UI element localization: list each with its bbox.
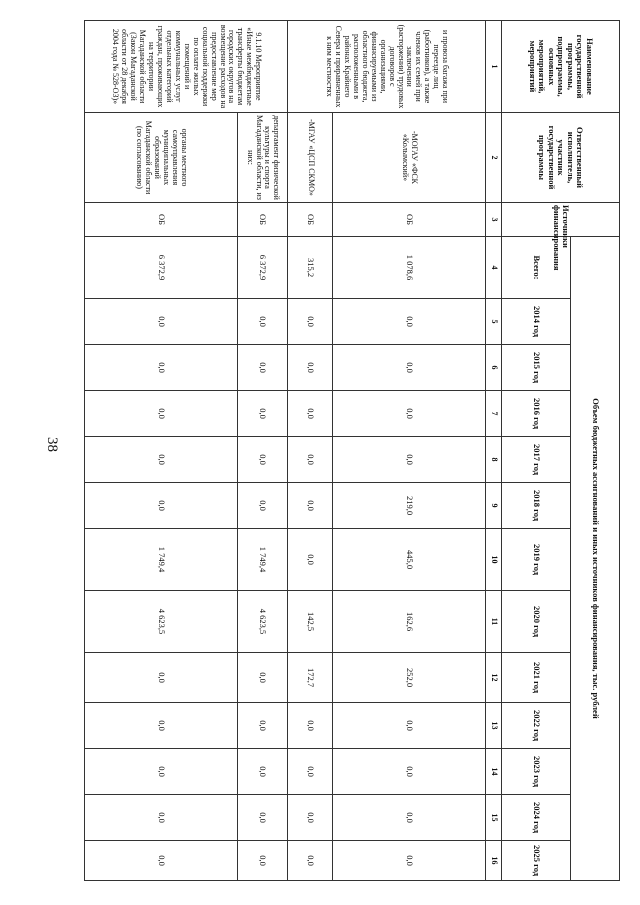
row-value: 0,0 [85, 345, 238, 391]
header-year: 2019 год [502, 529, 571, 591]
row-value: 0,0 [288, 483, 333, 529]
page-number: 38 [44, 437, 60, 452]
row-source: ОБ [85, 203, 238, 237]
column-number: 16 [485, 841, 501, 881]
row-value: 0,0 [288, 795, 333, 841]
row-value: 0,0 [288, 749, 333, 795]
row-executor: департамент физической культуры и спорта Магаданской области, из них: [237, 113, 288, 203]
row-value: 0,0 [85, 299, 238, 345]
row-executor: органы местного самоуправления муниципальных образований Магаданской области (по согласованию) [85, 113, 238, 203]
row-value: 445,0 [333, 529, 486, 591]
row-value: 0,0 [85, 749, 238, 795]
column-number-row [485, 21, 501, 881]
row-value: 0,0 [85, 437, 238, 483]
column-number: 14 [485, 749, 501, 795]
header-year: 2016 год [502, 391, 571, 437]
column-number: 8 [485, 437, 501, 483]
header-executor: Ответственный исполнитель, участник государственной программы [502, 113, 620, 203]
header-name: Наименование государственной программы, подпрограммы, основных мероприятий, мероприятий [502, 21, 620, 113]
row-name: и провоза багажа при переезде лиц (работников), а также членов их семей при заключении (расторжении) трудовых договоров с организациями, финансируемыми из областного бюджета, расположенными в районах Крайнего Севера и приравненных к ним местностях [288, 21, 485, 113]
row-value: 0,0 [333, 841, 486, 881]
row-value: 0,0 [237, 749, 288, 795]
row-value: 0,0 [333, 703, 486, 749]
row-value: 0,0 [333, 795, 486, 841]
row-value: 0,0 [85, 703, 238, 749]
table-row [85, 21, 238, 881]
header-year: 2021 год [502, 653, 571, 703]
row-value: 0,0 [288, 437, 333, 483]
row-value: 0,0 [333, 749, 486, 795]
row-value: 0,0 [288, 299, 333, 345]
row-value: 0,0 [237, 653, 288, 703]
row-total: 6 372,9 [85, 237, 238, 299]
row-value: 0,0 [288, 529, 333, 591]
row-value: 162,6 [333, 591, 486, 653]
header-year: 2022 год [502, 703, 571, 749]
row-executor: -МГАУ «ЦСП СКМО» [288, 113, 333, 203]
row-value: 252,0 [333, 653, 486, 703]
row-value: 0,0 [237, 795, 288, 841]
row-value: 0,0 [85, 653, 238, 703]
row-total: 1 078,6 [333, 237, 486, 299]
rotated-sheet [80, 0, 640, 905]
row-executor: -МОГАУ «ФСК «Колымский» [333, 113, 486, 203]
row-value: 0,0 [288, 391, 333, 437]
row-value: 172,7 [288, 653, 333, 703]
row-value: 0,0 [237, 437, 288, 483]
row-value: 0,0 [333, 299, 486, 345]
header-source: Источники финансирования [502, 203, 620, 237]
column-number: 10 [485, 529, 501, 591]
column-number: 6 [485, 345, 501, 391]
column-number: 11 [485, 591, 501, 653]
table-row [288, 21, 333, 881]
header-year: 2015 год [502, 345, 571, 391]
row-value: 1 749,4 [237, 529, 288, 591]
row-value: 0,0 [85, 391, 238, 437]
column-number: 13 [485, 703, 501, 749]
row-value: 0,0 [237, 391, 288, 437]
row-value: 0,0 [237, 345, 288, 391]
column-number: 1 [485, 21, 501, 113]
row-source: ОБ [288, 203, 333, 237]
column-number: 7 [485, 391, 501, 437]
header-total: Всего: [502, 237, 571, 299]
header-year: 2014 год [502, 299, 571, 345]
column-number: 3 [485, 203, 501, 237]
column-number: 9 [485, 483, 501, 529]
row-total: 6 372,9 [237, 237, 288, 299]
financing-table [84, 20, 620, 881]
row-source: ОБ [333, 203, 486, 237]
row-value: 1 749,4 [85, 529, 238, 591]
header-year: 2020 год [502, 591, 571, 653]
row-value: 0,0 [237, 841, 288, 881]
header-year: 2024 год [502, 795, 571, 841]
column-number: 4 [485, 237, 501, 299]
row-value: 0,0 [237, 299, 288, 345]
row-value: 0,0 [288, 703, 333, 749]
row-value: 0,0 [237, 703, 288, 749]
header-year: 2025 год [502, 841, 571, 881]
row-value: 219,0 [333, 483, 486, 529]
row-value: 0,0 [85, 795, 238, 841]
row-value: 0,0 [237, 483, 288, 529]
column-number: 12 [485, 653, 501, 703]
row-value: 4 623,5 [237, 591, 288, 653]
row-name: 9.1.10 Мероприятие «Иные межбюджетные трансферты бюджетам городских округов на возмещение расходов на предоставление мер социальной поддержки по оплате жилых помещений и коммунальных услуг отдельных категорий граждан, проживающих на территории Магаданской области (Закон Магаданской области от 28 декабря 2004 года № 528-ОЗ)» [85, 21, 288, 113]
row-value: 0,0 [333, 345, 486, 391]
header-volume: Объем бюджетных ассигнований и иных источников финансирования, тыс. рублей [571, 237, 620, 881]
header-year: 2023 год [502, 749, 571, 795]
row-source: ОБ [237, 203, 288, 237]
row-value: 0,0 [85, 841, 238, 881]
row-value: 0,0 [333, 437, 486, 483]
table-row [237, 21, 288, 881]
column-number: 2 [485, 113, 501, 203]
row-value: 142,5 [288, 591, 333, 653]
row-total: 315,2 [288, 237, 333, 299]
header-year: 2018 год [502, 483, 571, 529]
row-value: 4 623,5 [85, 591, 238, 653]
column-number: 15 [485, 795, 501, 841]
header-year: 2017 год [502, 437, 571, 483]
row-value: 0,0 [288, 841, 333, 881]
table-row [333, 21, 486, 881]
row-value: 0,0 [333, 391, 486, 437]
row-value: 0,0 [288, 345, 333, 391]
column-number: 5 [485, 299, 501, 345]
row-value: 0,0 [85, 483, 238, 529]
